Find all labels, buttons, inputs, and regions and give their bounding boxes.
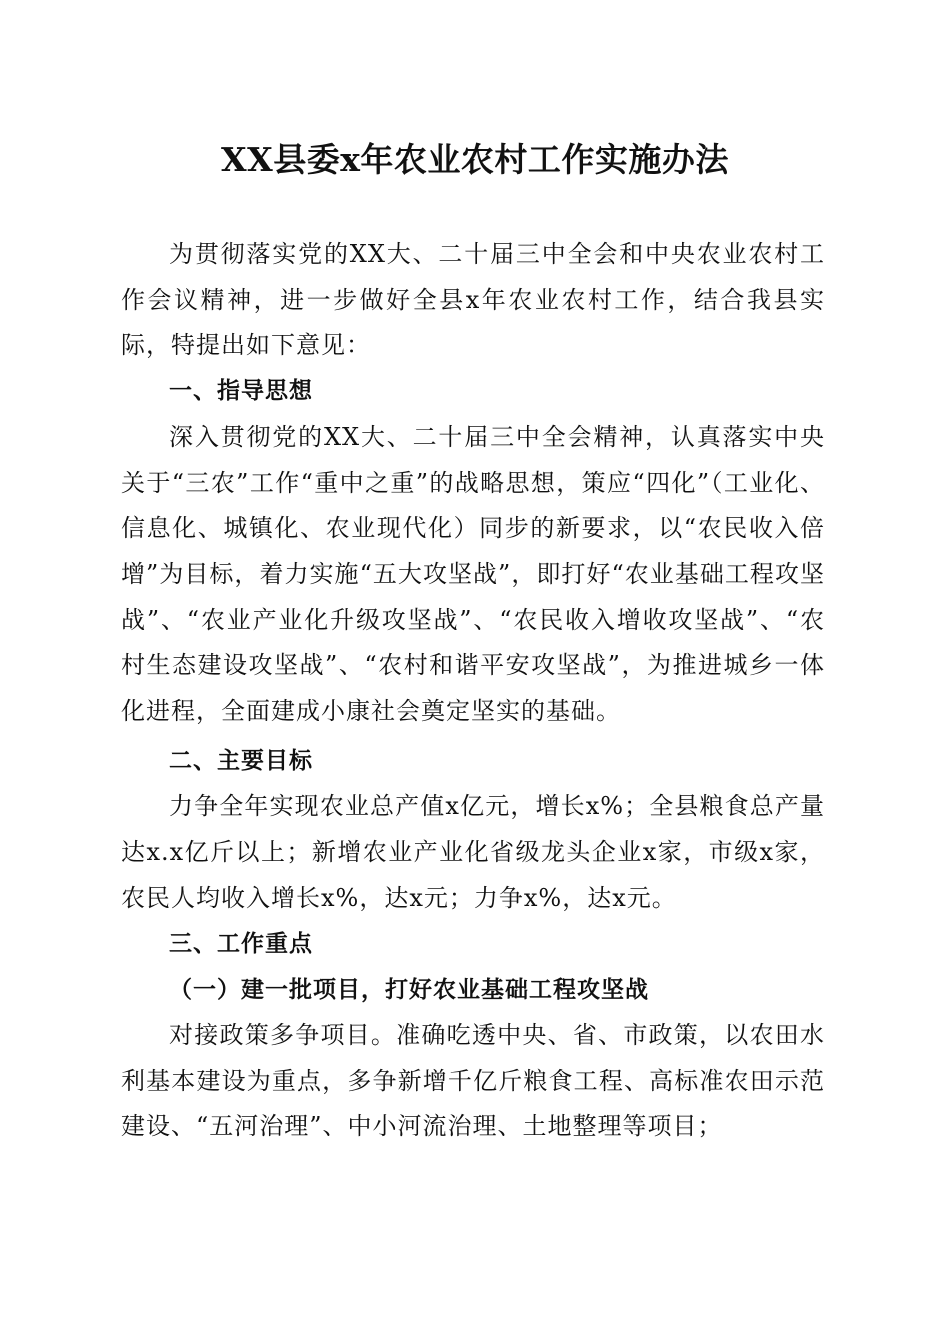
section-heading-main-goals: 二、主要目标 — [169, 747, 313, 774]
main-goals-paragraph: 力争全年实现农业总产值x亿元，增长x%；全县粮食总产量达x.x亿斤以上；新增农业产业化省级龙头企业x家，市级x家，农民人均收入增长x%，达x元；力争x%，达x元。 — [121, 792, 825, 912]
section-heading-guiding-thought: 一、指导思想 — [169, 378, 313, 405]
intro-paragraph: 为贯彻落实党的XX大、二十届三中全会和中央农业农村工作会议精神，进一步做好全县x年农业农村工作，结合我县实际，特提出如下意见： — [121, 240, 825, 360]
document-body — [121, 232, 825, 1150]
section-heading-work-focus: 三、工作重点 — [169, 930, 313, 957]
document-title: XX县委x年农业农村工作实施办法 — [221, 140, 729, 179]
guiding-thought-paragraph: 深入贯彻党的XX大、二十届三中全会精神，认真落实中央关于“三农”工作“重中之重”的战略思想，策应“四化”（工业化、信息化、城镇化、农业现代化）同步的新要求，以“农民收入倍增”为目标，着力实施“五大攻坚战”，即打好“农业基础工程攻坚战”、“农业产业化升级攻坚战”、“农民收入增收攻坚战”、“农村生态建设攻坚战”、“农村和谐平安攻坚战”，为推进城乡一体化进程，全面建成小康社会奠定坚实的基础。 — [121, 422, 825, 726]
subsection-heading-projects: （一）建一批项目，打好农业基础工程攻坚战 — [169, 976, 649, 1004]
projects-paragraph: 对接政策多争项目。准确吃透中央、省、市政策，以农田水利基本建设为重点，多争新增千亿斤粮食工程、高标准农田示范建设、“五河治理”、中小河流治理、土地整理等项目； — [121, 1020, 825, 1141]
